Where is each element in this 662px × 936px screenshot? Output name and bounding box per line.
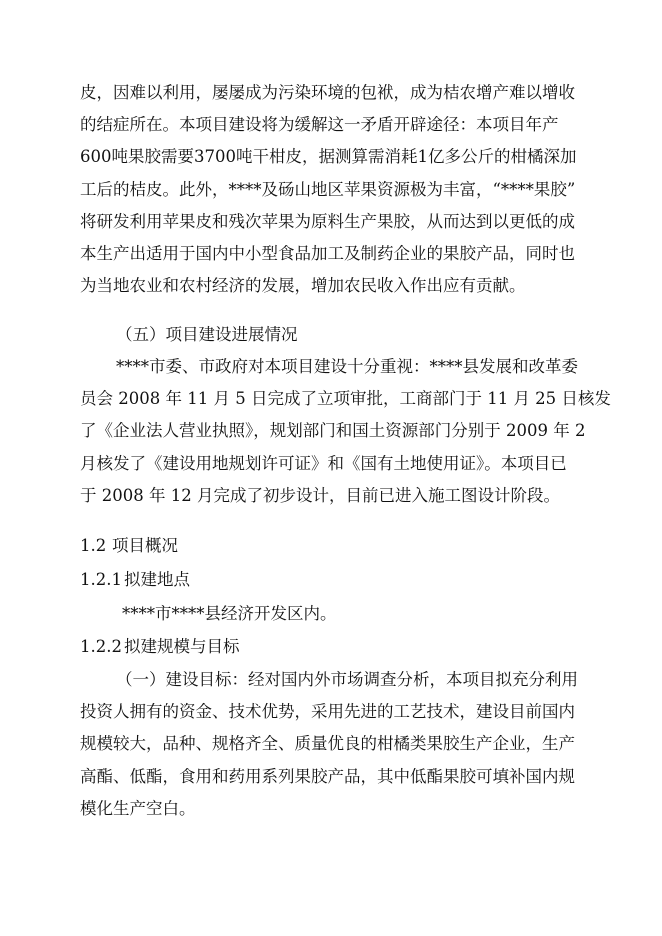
heading-1-2-1 — [80, 564, 190, 596]
text-line: ****市委、市政府对本项目建设十分重视：****县发展和改革委 — [116, 357, 578, 376]
heading-1-2 — [80, 530, 178, 562]
heading-number: 1.2 — [80, 536, 107, 555]
text-line: 本生产出适用于国内中小型食品加工及制药企业的果胶产品，同时也 — [80, 243, 575, 263]
text-line: 于 2008 年 12 月完成了初步设计，目前已进入施工图设计阶段。 — [80, 485, 560, 505]
text-line: 的结症所在。本项目建设将为缓解这一矛盾开辟途径：本项目年产 — [80, 115, 559, 135]
paragraph-progress — [80, 351, 611, 512]
heading-title: 项目概况 — [112, 536, 178, 555]
text-line: 投资人拥有的资金、技术优势，采用先进的工艺技术，建设目前国内 — [80, 702, 575, 722]
heading-1-2-2 — [80, 631, 240, 663]
text-line: 月核发了《建设用地规划许可证》和《国有土地使用证》。本项目已 — [80, 453, 567, 473]
text-line: 规模较大，品种、规格齐全、质量优良的柑橘类果胶生产企业，生产 — [80, 734, 575, 754]
heading-number: 1.2.2 — [80, 637, 122, 656]
text-line: 工后的桔皮。此外，****及砀山地区苹果资源极为丰富，“****果胶” — [80, 179, 576, 199]
text-line: 为当地农业和农村经济的发展，增加农民收入作出应有贡献。 — [80, 276, 526, 296]
paragraph-construction-goal — [80, 664, 580, 825]
section-heading-progress: （五）项目建设进展情况 — [116, 325, 298, 344]
text-line: 员会 2008 年 11 月 5 日完成了立项审批，工商部门于 11 月 25 日核发 — [80, 389, 611, 409]
text-line: （一）建设目标：经对国内外市场调查分析，本项目拟充分利用 — [116, 670, 578, 689]
text-line: 模化生产空白。 — [80, 798, 196, 818]
text-line: 高酯、低酯，食用和药用系列果胶产品，其中低酯果胶可填补国内规 — [80, 766, 575, 786]
text-line: 了《企业法人营业执照》，规划部门和国土资源部门分别于 2009 年 2 — [80, 421, 586, 441]
text-line: 皮，因难以利用，屡屡成为污染环境的包袱，成为桔农增产难以增收 — [80, 83, 575, 102]
text-line: 600吨果胶需要3700吨干柑皮，据测算需消耗1亿多公斤的柑橘深加 — [80, 147, 577, 167]
paragraph-location: ****市****县经济开发区内。 — [122, 604, 337, 623]
heading-title: 拟建规模与目标 — [124, 637, 240, 656]
heading-title: 拟建地点 — [124, 570, 190, 589]
paragraph-orange-peel — [80, 77, 580, 302]
heading-number: 1.2.1 — [80, 570, 122, 589]
text-line: 将研发利用苹果皮和残次苹果为原料生产果胶，从而达到以更低的成 — [80, 211, 575, 231]
